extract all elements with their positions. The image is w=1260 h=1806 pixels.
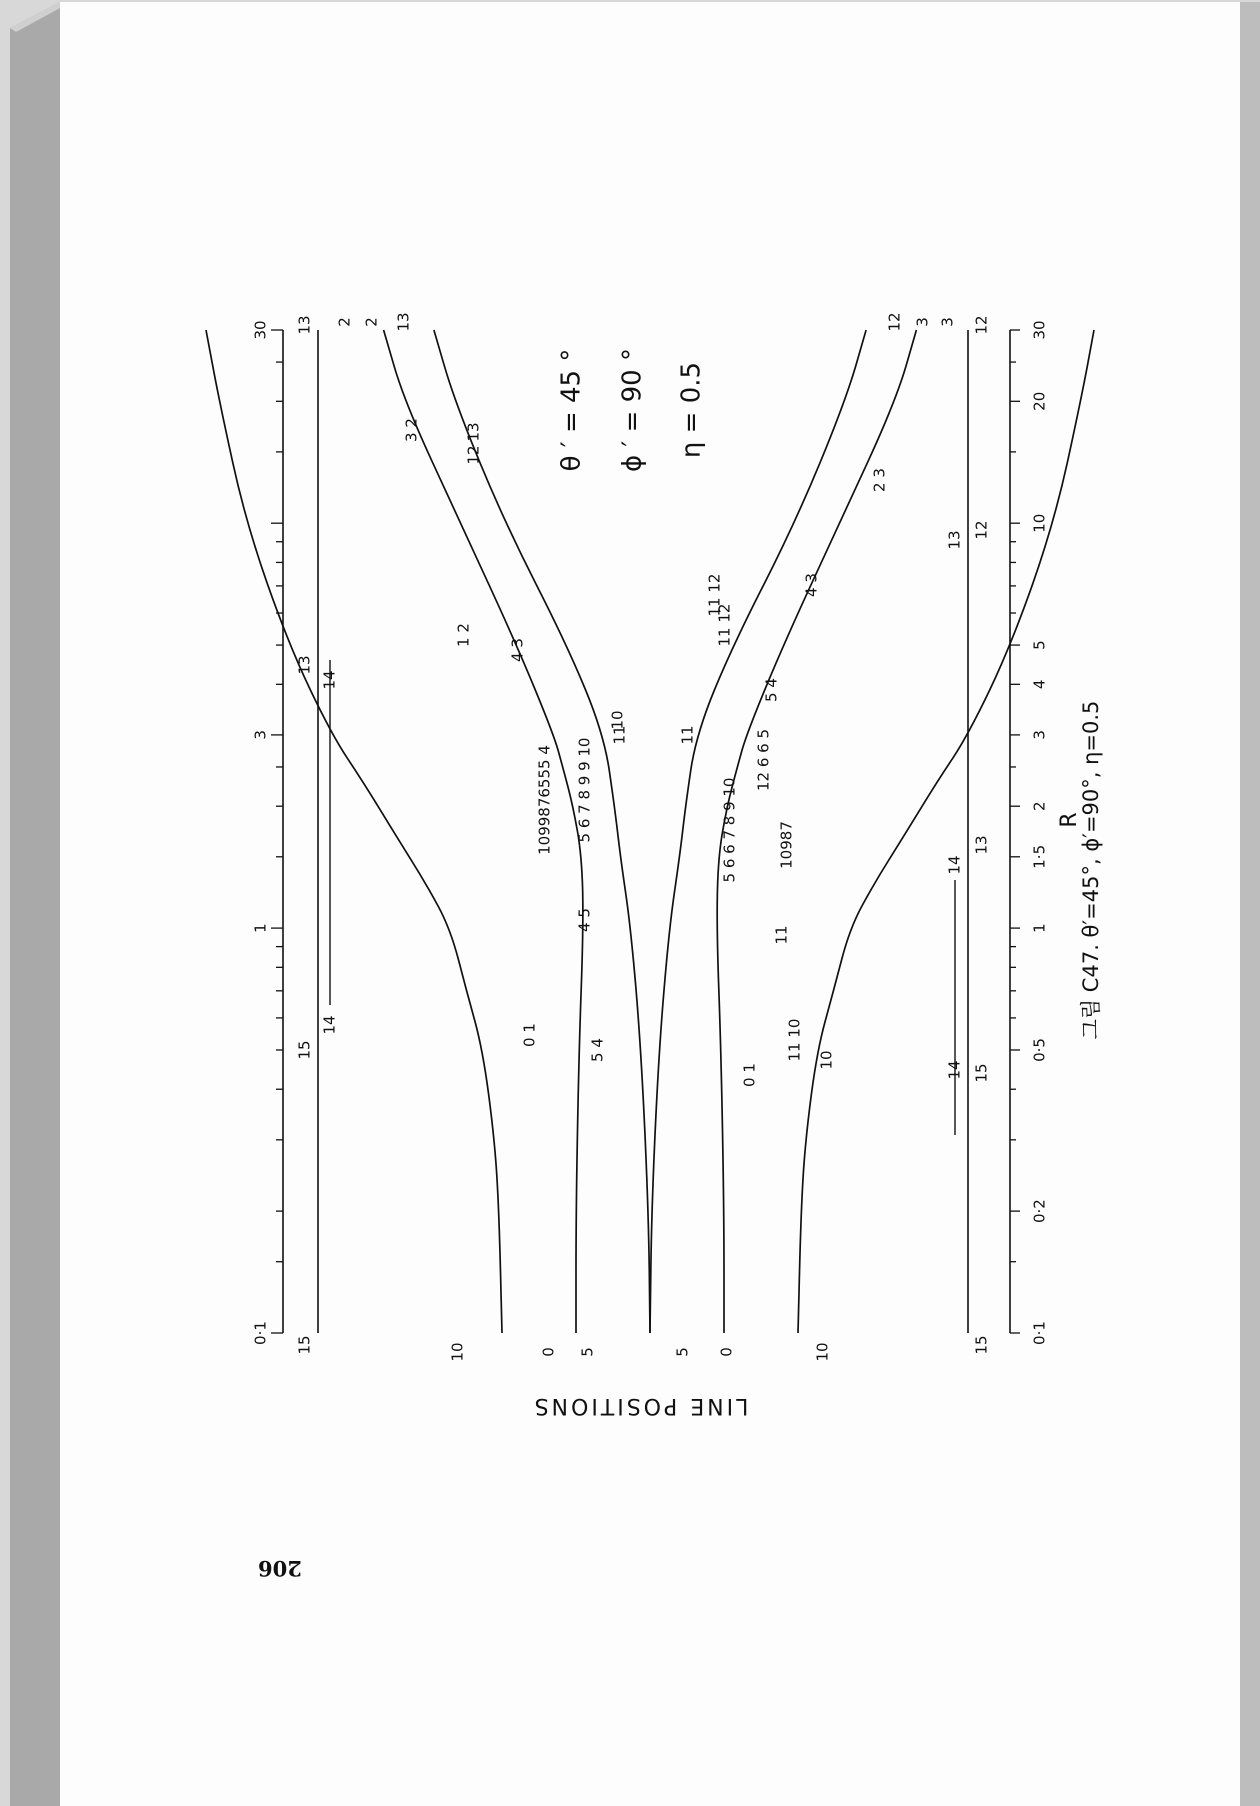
bottom-strip-label: 15 xyxy=(972,1063,991,1083)
series-start-label: 10 xyxy=(813,1342,832,1362)
param-eta: η = 0.5 xyxy=(676,361,707,459)
bottom-strip-label: 13 xyxy=(972,835,991,855)
x-axis-tick-label: 0·2 xyxy=(1030,1199,1049,1224)
assignment-label: 10 xyxy=(817,1050,836,1070)
top-strip-label: 13 xyxy=(295,655,314,675)
series-start-label: 5 xyxy=(578,1347,597,1357)
page-number: 206 xyxy=(258,1556,302,1581)
bottom-strip-label: 15 xyxy=(972,1335,991,1355)
bottom-strip-label: 12 xyxy=(972,520,991,540)
top-strip-label: 15 xyxy=(295,1335,314,1355)
assignment-label: 0 1 xyxy=(740,1063,759,1087)
top-strip-label: 14 xyxy=(320,1015,339,1035)
x-axis-tick-label: 0·1 xyxy=(1030,1321,1049,1345)
assignment-label: 1 2 xyxy=(454,623,473,647)
page-sheet xyxy=(60,2,1242,1806)
assignment-label: 11 xyxy=(772,925,791,945)
x-axis-tick-label: 3 xyxy=(1030,730,1049,740)
assignment-label: 4 3 xyxy=(508,638,527,662)
top-strip-label: 13 xyxy=(295,315,314,335)
left-axis-tick-label: 3 xyxy=(251,730,270,740)
x-axis-tick-label: 1·5 xyxy=(1030,844,1049,869)
series-start-label: 0 xyxy=(539,1347,558,1357)
assignment-label: 5 6 6 7 8 9 10 xyxy=(720,777,739,883)
param-phi: ϕ ′ = 90 ° xyxy=(617,348,648,472)
bottom-strip-label: 14 xyxy=(945,1060,964,1080)
bottom-strip-label: 12 xyxy=(972,315,991,335)
y-axis-title: LINE POSITIONS xyxy=(531,1393,749,1418)
assignment-label: 1099876555 4 xyxy=(535,745,554,855)
assignment-label: 11 12 xyxy=(715,603,734,647)
assignment-label: 2 3 xyxy=(870,468,889,492)
top-strip-label: 14 xyxy=(320,670,339,690)
x-axis-tick-label: 20 xyxy=(1030,391,1049,411)
x-axis-tick-label: 5 xyxy=(1030,640,1049,650)
x-axis-tick-label: 30 xyxy=(1030,320,1049,340)
series-end-label: 2 xyxy=(335,317,354,327)
assignment-label: 5 4 xyxy=(762,678,781,702)
series-end-label: 3 xyxy=(913,317,932,327)
assignment-label: 11 xyxy=(610,725,629,745)
assignment-label: 5 6 7 8 9 9 10 xyxy=(575,737,594,843)
assignment-label: 13 xyxy=(464,422,483,442)
left-axis-tick-label: 1 xyxy=(251,923,270,933)
bottom-strip-label: 13 xyxy=(945,530,964,550)
series-start-label: 0 xyxy=(717,1347,736,1357)
series-end-label: 2 xyxy=(362,317,381,327)
assignment-label: 11 12 xyxy=(705,573,724,617)
series-start-label: 5 xyxy=(673,1347,692,1357)
bottom-strip-label: 14 xyxy=(945,855,964,875)
x-axis-tick-label: 1 xyxy=(1030,923,1049,933)
x-axis-tick-label: 10 xyxy=(1030,513,1049,533)
x-axis-title: R xyxy=(1057,812,1082,828)
left-axis-tick-label: 30 xyxy=(251,320,270,340)
assignment-label: 10 xyxy=(608,710,627,730)
assignment-label: 12 xyxy=(464,445,483,465)
assignment-label: 5 4 xyxy=(588,1038,607,1062)
assignment-label: 12 6 6 5 xyxy=(754,728,773,792)
book-spine-edge xyxy=(10,2,60,1806)
assignment-label: 11 10 xyxy=(785,1018,804,1062)
assignment-label: 4 5 xyxy=(575,908,594,932)
series-end-label: 13 xyxy=(394,312,413,332)
assignment-label: 11 xyxy=(678,725,697,745)
assignment-label: 4 3 xyxy=(802,573,821,597)
assignment-label: 10987 xyxy=(777,821,796,869)
x-axis-tick-label: 2 xyxy=(1030,801,1049,811)
figure-caption: 그림 C47. θ′=45°, ϕ′=90°, η=0.5 xyxy=(1079,700,1103,1040)
series-start-label: 10 xyxy=(448,1342,467,1362)
assignment-label: 3 2 xyxy=(402,418,421,442)
x-axis-tick-label: 4 xyxy=(1030,679,1049,690)
series-end-label: 3 xyxy=(938,317,957,327)
param-theta: θ ′ = 45 ° xyxy=(556,348,587,472)
x-axis-tick-label: 0·5 xyxy=(1030,1038,1049,1062)
top-strip-label: 15 xyxy=(295,1040,314,1060)
series-end-label: 12 xyxy=(885,312,904,332)
left-axis-tick-label: 0·1 xyxy=(251,1321,270,1345)
assignment-label: 0 1 xyxy=(520,1023,539,1047)
